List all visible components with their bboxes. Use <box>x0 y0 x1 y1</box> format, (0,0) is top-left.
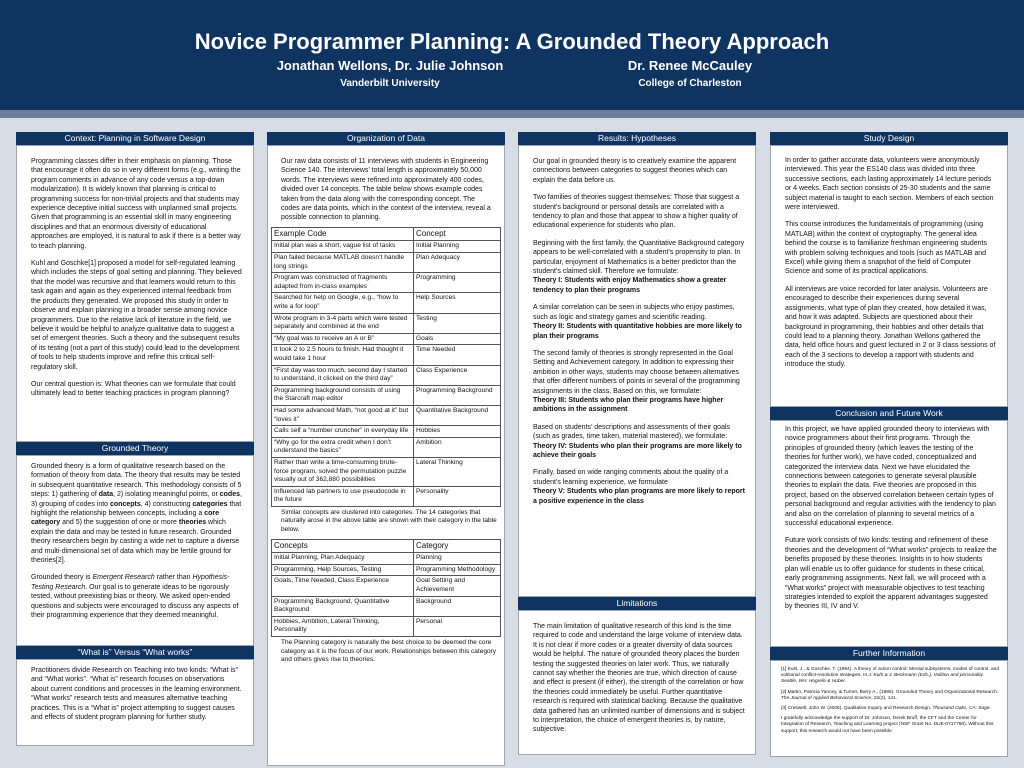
study-design-body <box>770 145 1008 407</box>
results-body <box>518 145 756 597</box>
organization-body <box>267 145 505 766</box>
context-paragraph-3: Our central question is: What theories can we formulate that could ultimately lead to better teaching practices in program planning? <box>31 380 236 398</box>
code-cell-right: Initial Planning <box>413 241 500 253</box>
code-cell-left: Had some advanced Math, “not good at it” but “loves it” <box>272 405 414 425</box>
category-cell-left: Goals, Time Needed, Class Experience <box>272 576 414 596</box>
theory-3: Theory III: Students who plan their programs have higher ambitions in the assignment <box>533 396 724 414</box>
code-cell-left: “Why go for the extra credit when I don’t understand the basics” <box>272 437 414 457</box>
limitations-heading: Limitations <box>518 597 756 610</box>
affiliation-right: College of Charleston <box>638 78 742 89</box>
code-cell-left: “My goal was to receive an A or B” <box>272 333 414 345</box>
further-info-body <box>770 660 1008 757</box>
study-paragraph-2: This course introduces the fundamentals of programming (using MATLAB) within the context of cryptography. The general idea behind the course is to familiarize freshman engineering students with problem solving techniques and tools (such as MATLAB and Excel) while giving them a snapshot of the field of Computer Science and some of its practical applications. <box>785 221 987 276</box>
column-1 <box>16 132 254 746</box>
code-row <box>272 437 501 457</box>
code-cell-left: Wrote program in 3-4 parts which were tested separately and combined at the end <box>272 313 414 333</box>
code-cell-right: Class Experience <box>413 365 500 385</box>
category-cell-left: Hobbies, Ambition, Lateral Thinking, Personality <box>272 616 414 636</box>
results-paragraph-2: Two families of theories suggest themselves: Those that suggest a student’s background or personal details are correlated with a tendency to plan and those that appear to show a higher quality of educational experience for students who plan. <box>533 194 740 230</box>
code-cell-right: Programming <box>413 273 500 293</box>
categories-note: Similar concepts are clustered into categories. The 14 categories that naturally arose in the above table are shown with their category in the table below. <box>281 508 497 534</box>
category-row <box>272 553 501 565</box>
code-header-left: Example Code <box>272 227 414 241</box>
results-paragraph-4: A similar correlation can be seen in subjects who enjoy pastimes, such as logic and strategy games and scientific reading. Theory II: Students with quantitative hobbies are more likely to plan their programs <box>533 304 742 340</box>
grounded-theory-heading: Grounded Theory <box>16 442 254 455</box>
acknowledgement: I gratefully acknowledge the support of Dr. Johnson, Derek Bruff, the CFT and the Center for Integration of Research, Teaching and Learning project (NSF Grant No. DUE-0717768). Without this support, this research would not have been possible. <box>781 716 994 734</box>
code-cell-right: Personality <box>413 486 500 506</box>
code-cell-right: Lateral Thinking <box>413 457 500 486</box>
affiliation-left: Vanderbilt University <box>340 78 440 89</box>
limitations-paragraph: The main limitation of qualitative research of this kind is the time required to code and understand the large volume of interview data. It is not clear if more codes or a greater diversity of data sources would be helpful. The nature of grounded theory places the burden testing the suggested theories on later work. Thus, we naturally cannot say whether the theories are true, which direction of cause and effect is present (if either), the strength of the correlation or how the theories could immediately be useful. Further quantitative research is required with statistical backing. Because the qualitative data gathered has an unlimited number of dimensions and is subject to interpretation, the choice of emergent theories is, by nature, subjective. <box>533 623 745 734</box>
code-row <box>272 486 501 506</box>
code-cell-right: Time Needed <box>413 345 500 365</box>
code-row <box>272 426 501 438</box>
code-row <box>272 345 501 365</box>
study-paragraph-3: All interviews are voice recorded for later analysis. Volunteers are encouraged to describe their experiences during several assignments, what type of plan they created, how detailed it was, and how it was adapted. Subjects are questioned about their background in programming, their hobbies and other details that could lead to a planning theory. Jonathan Wellons gathered the data, held office hours and guest lectured in 2 or 3 class sessions of each of the 3 sections to develop a rapport with students and introduce the study. <box>785 285 996 369</box>
further-info-heading: Further Information <box>770 647 1008 660</box>
whatis-heading: “What is” Versus “What works” <box>16 646 254 659</box>
category-row <box>272 596 501 616</box>
code-header-right: Concept <box>413 227 500 241</box>
column-2 <box>267 132 505 766</box>
categories-table <box>271 539 501 637</box>
code-row <box>272 365 501 385</box>
column-3 <box>518 132 756 755</box>
results-heading: Results: Hypotheses <box>518 132 756 145</box>
results-paragraph-7: Finally, based on wide ranging comments about the quality of a student’s learning experience, we formulate Theory V: Students who plan programs are more likely to report a positive experience in the class <box>533 469 745 505</box>
code-row <box>272 333 501 345</box>
limitations-body <box>518 610 756 755</box>
code-cell-left: “First day was too much, second day I started to understand, it clicked on the third day” <box>272 365 414 385</box>
reference-2: [2] Martin, Patricia Yancey, & Turner, Barry A., (1986). Grounded Theory and Organizational Research. The Journal of Applied Behavioral Science, 22(2), 141. <box>781 689 999 701</box>
category-header-left: Concepts <box>272 539 414 553</box>
authors-left: Jonathan Wellons, Dr. Julie Johnson <box>276 58 504 73</box>
column-4 <box>770 132 1008 757</box>
study-paragraph-1: In order to gather accurate data, volunteers were anonymously interviewed. This year the ES140 class was divided into three successive sections, each lasting approximately 14 lecture periods or 4 weeks. Each section consists of 25-30 students and the same subject material is taught to each section. Members of each section were interviewed. <box>785 157 994 212</box>
codes-table <box>271 227 501 507</box>
category-cell-right: Background <box>413 596 500 616</box>
code-cell-right: Ambition <box>413 437 500 457</box>
results-paragraph-6: Based on students’ descriptions and assessments of their goals (such as grades, time taken, material mastered), we formulate: Theory IV: Students who plan their programs are more likely to achieve their goals <box>533 423 742 459</box>
poster-header <box>0 0 1024 110</box>
grounded-paragraph-2: Grounded theory is Emergent Research rather than Hypothesis-Testing Research. Our goal is to generate ideas to be rigorously tested, without preexisting bias or theory. We asked open-ended questions and subjects were encouraged to discuss any aspects of their programming experience that they deemed meaningful. <box>31 574 239 620</box>
grounded-theory-body <box>16 455 254 646</box>
category-row <box>272 576 501 596</box>
grounded-paragraph-1: Grounded theory is a form of qualitative research based on the formation of theory from data. The theory that results may be tested in subsequent quantitative research. This methodology consists of 5 steps: 1) gathering of data, 2) isolating meaningful points, or codes, 3) grouping of codes into concepts, 4) constructing categories that highlight the relationship between concepts, including a core category and 5) the suggestion of one or more theories which explain the data and may be tested in future research. Grounded theory researchers begin by casting a wide net to capture a diverse and multi-dimensional set of data which may be fertile ground for theories[2]. <box>31 463 242 565</box>
core-category-note: The Planning category is naturally the best choice to be deemed the core category as it is the focus of our work. Relationships between this category and others gives rise to theories. <box>281 639 496 664</box>
context-paragraph-1: Programming classes differ in their emphasis on planning. Those that encourage it often do so in very different forms (e.g., writing the program comments in advance of any code versus a top-down modularization). It is widely known that planning is critical to programming success for non-trivial projects and that students may experience deceptive initial success with unplanned small projects. Given that programming is an essential skill in many engineering disciplines and that an enormous diversity of educational approaches are employed, it is natural to ask if there is a better way to teach planning. <box>31 158 241 250</box>
code-cell-right: Hobbies <box>413 426 500 438</box>
category-cell-left: Initial Planning, Plan Adequacy <box>272 553 414 565</box>
study-design-heading: Study Design <box>770 132 1008 145</box>
code-row <box>272 253 501 273</box>
category-row <box>272 616 501 636</box>
code-cell-left: Rather than write a time-consuming brute-force program, solved the permutation puzzle visually out of 362,880 possibilities <box>272 457 414 486</box>
code-row <box>272 313 501 333</box>
code-row <box>272 457 501 486</box>
category-header-right: Category <box>413 539 500 553</box>
theory-5: Theory V: Students who plan programs are more likely to report a positive experience in the class <box>533 488 745 505</box>
code-cell-left: It took 2 to 2.5 hours to finish. Had thought it would take 1 hour <box>272 345 414 365</box>
conclusion-paragraph-2: Future work consists of two kinds: testing and refinement of these theories and the development of “What works” projects to realize the benefits proposed by these theories. Insights in to how students plan will enable us to offer guidance for students in these critical, early programming assignments. Next fall, we will proceed with a “What works” project with measurable objectives to test teaching strategies intended to exploit the apparent advantages suggested by theories III, IV and V. <box>785 537 997 611</box>
context-paragraph-2: Kuhl and Goschke[1] proposed a model for self-regulated learning which includes the steps of goal setting and planning. They believed that the model was recursive and that learners would return to this task again and again as they experienced internal feedback from the products they generated. We proposed this study in order to observe and explain planning in a broader sense among novice programmers. Due to the relative lack of literature in the field, we believe it would be helpful to analyze qualitative data to suggest a set of emergent theories. Such a theory and the subsequent results of its testing (not a part of this study) could lead to the development of tools to help students improve and refine this critical self-regulatory skill. <box>31 260 242 371</box>
code-row <box>272 241 501 253</box>
code-cell-left: Initial plan was a short, vague list of tasks <box>272 241 414 253</box>
code-cell-left: Plan failed because MATLAB doesn’t handle long strings <box>272 253 414 273</box>
conclusion-body <box>770 420 1008 647</box>
category-cell-left: Programming Background, Quantitative Background <box>272 596 414 616</box>
code-cell-right: Quantitative Background <box>413 405 500 425</box>
whatis-paragraph: Practitioners divide Research on Teaching into two kinds: “What is” and “What works”. “What is” research focuses on observations about current conditions and processes in the learning environment. “What works” research tests and measures alternative teaching practices. This is a “What is” project attempting to suggest causes and effects of student program planning for further study. <box>31 667 242 722</box>
theory-2: Theory II: Students with quantitative hobbies are more likely to plan their programs <box>533 323 742 340</box>
organization-heading: Organization of Data <box>267 132 505 145</box>
conclusion-paragraph-1: In this project, we have applied grounded theory to interviews with novice programmers about their first programs. Through the principles of grounded theory (which leaves the testing of the theories for further work), we have coded, conceptualized and categorized the interview data. Next we have elucidated the connections between categories to generate several plausible theories to explain the data. Five theories are proposed in this project, based on the observed correlation between certain types of personal background and regular activities with the tendency to plan and also on the correlation of planning to several metrics of a successful educational experience. <box>785 426 996 528</box>
code-cell-right: Programming Background <box>413 385 500 405</box>
theory-1: Theory I: Students with enjoy Mathematics show a greater tendency to plan their programs <box>533 277 727 294</box>
code-cell-right: Testing <box>413 313 500 333</box>
category-cell-right: Programming Methodology <box>413 564 500 576</box>
poster-title: Novice Programmer Planning: A Grounded Theory Approach <box>194 29 830 54</box>
category-row <box>272 564 501 576</box>
code-cell-right: Goals <box>413 333 500 345</box>
reference-3: [3] Creswell, John W. (2006). Qualitative Inquiry and Research Design. Thousand Oaks, CA: Sage. <box>781 706 991 712</box>
code-row <box>272 273 501 293</box>
theory-4: Theory IV: Students who plan their programs are more likely to achieve their goals <box>533 442 742 459</box>
code-row <box>272 385 501 405</box>
code-cell-left: Programming background consists of using the Starcraft map editor <box>272 385 414 405</box>
category-cell-right: Planning <box>413 553 500 565</box>
code-cell-left: Searched for help on Google, e.g., “how to write a for loop” <box>272 293 414 313</box>
code-row <box>272 405 501 425</box>
reference-1: [1] Kuhl, J., & Goschke, T. (1994). A theory of action control: Mental subsystems, modes of control, and volitional conflict-resolution strategies. In J. Kuhl & J. Beckmann (Eds.), Volition and personality. Seattle, WA: Hogrefe & Huber. <box>781 667 1000 685</box>
code-cell-right: Plan Adequacy <box>413 253 500 273</box>
whatis-body <box>16 659 254 746</box>
code-cell-right: Help Sources <box>413 293 500 313</box>
code-cell-left: Program was constructed of fragments adapted from in-class examples <box>272 273 414 293</box>
results-paragraph-1: Our goal in grounded theory is to creatively examine the apparent connections between categories to suggest theories which can explain the data before us. <box>533 158 737 184</box>
context-body <box>16 145 254 442</box>
conclusion-heading: Conclusion and Future Work <box>770 407 1008 420</box>
organization-intro: Our raw data consists of 11 interviews with students in Engineering Science 140. The interviews’ total length is approximately 50,000 words. The interviews were refined into approximately 400 codes, divided over 14 concepts. The table below shows example codes taken from the data along with the corresponding concept. The codes are data points, which in the context of the interview, reveal a possible connection to planning. <box>281 158 491 222</box>
context-heading: Context: Planning in Software Design <box>16 132 254 145</box>
code-cell-left: Influenced lab partners to use pseudocode in the future <box>272 486 414 506</box>
results-paragraph-3: Beginning with the first family, the Quantitative Background category appears to be well-correlated with a student’s propensity to plan. In particular, enjoyment of Mathematics is a better predictor than the student’s claimed skill. Therefore we formulate: Theory I: Students with enjoy Mathematics show a greater tendency to plan their programs <box>533 239 745 294</box>
category-cell-left: Programming, Help Sources, Testing <box>272 564 414 576</box>
code-cell-left: Calls self a “number cruncher” in everyday life <box>272 426 414 438</box>
code-row <box>272 293 501 313</box>
header-stripe <box>0 110 1024 118</box>
category-cell-right: Goal Setting and Achievement <box>413 576 500 596</box>
authors-right: Dr. Renee McCauley <box>627 58 753 73</box>
results-paragraph-5: The second family of theories is strongly represented in the Goal Setting and Achievement category. In addition to expressing their ambition in other ways, students may choose between alternatives that offer different numbers of points in several of the programming assignments in the class. Based on this, we formulate: Theory III: Students who plan their programs have higher ambitions in the assignment <box>533 349 740 414</box>
category-cell-right: Personal <box>413 616 500 636</box>
